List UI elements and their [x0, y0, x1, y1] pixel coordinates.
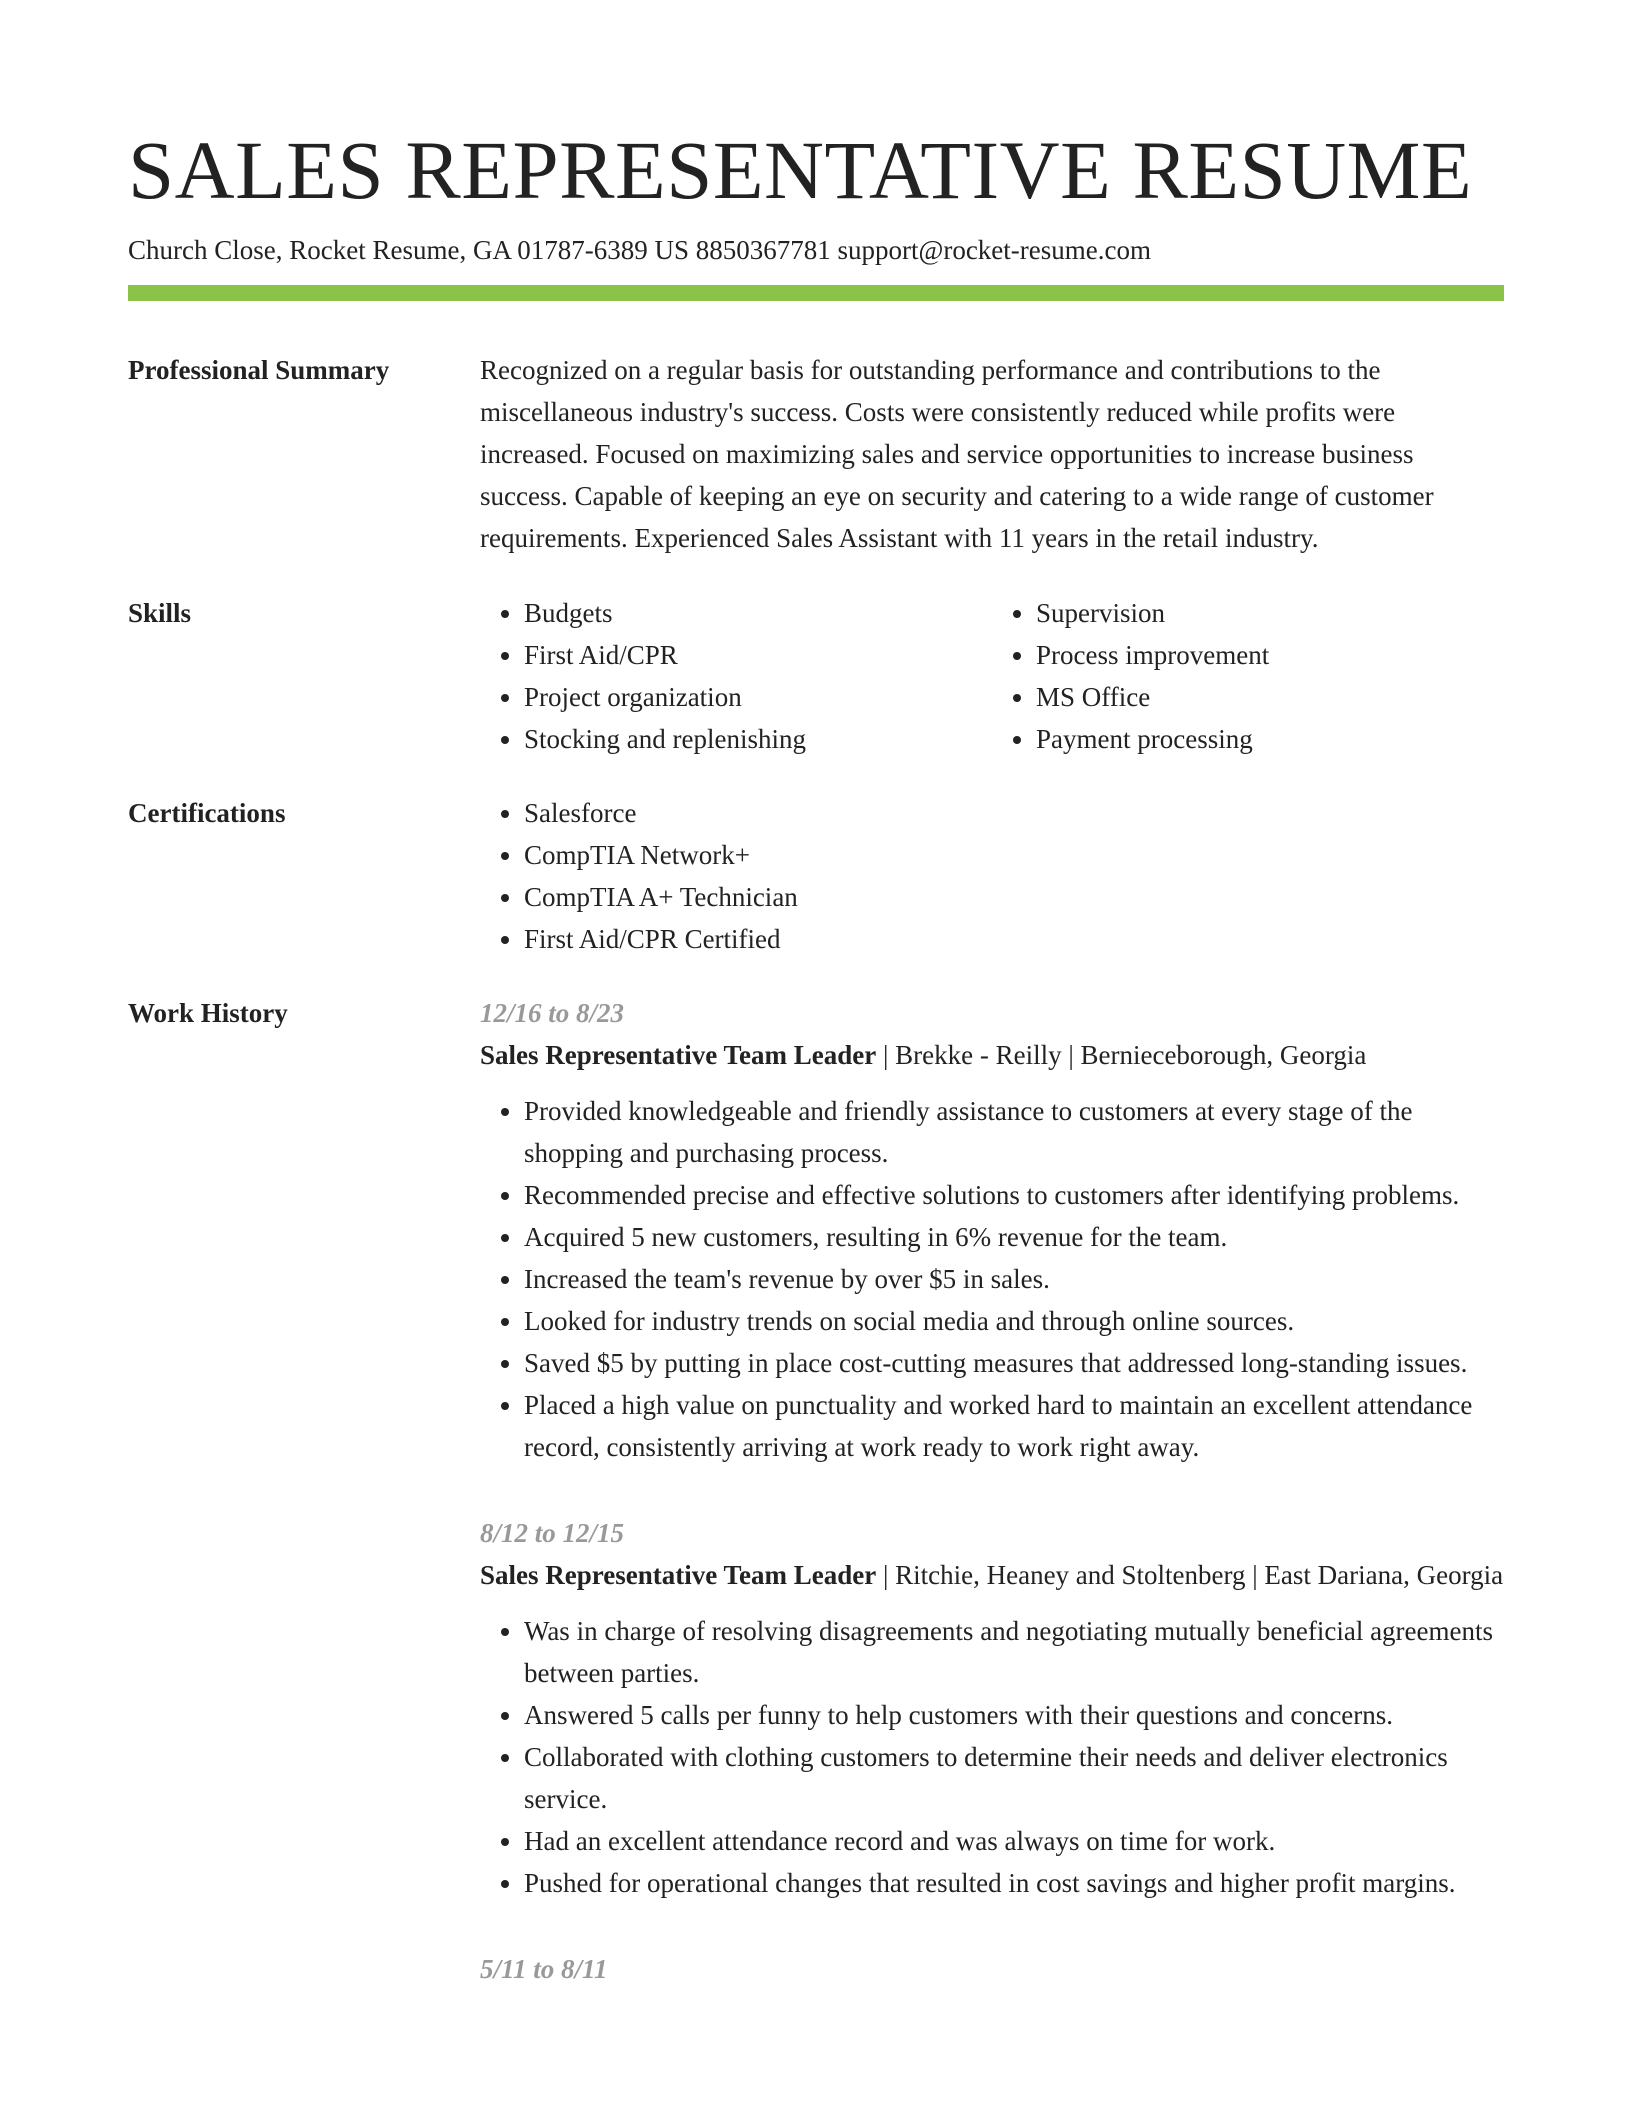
- resume-title: SALES REPRESENTATIVE RESUME: [128, 124, 1473, 216]
- job-bullet: • Pushed for operational changes that resulted in cost savings and higher profit margins.: [524, 1862, 1504, 1904]
- job-bullet: • Provided knowledgeable and friendly assistance to customers at every stage of the shopping and purchasing process.: [524, 1090, 1504, 1174]
- work-history-label: Work History: [128, 998, 288, 1028]
- skills-label: Skills: [128, 598, 192, 628]
- skills-list-right: [992, 592, 1504, 760]
- certification-item: • Salesforce: [524, 792, 1504, 834]
- certifications-body: [480, 792, 1504, 960]
- job-heading: [480, 1554, 1504, 1596]
- job-bullet: • Looked for industry trends on social media and through online sources.: [524, 1300, 1504, 1342]
- skills-body: [480, 592, 1504, 760]
- job-bullet: • Acquired 5 new customers, resulting in 6% revenue for the team.: [524, 1216, 1504, 1258]
- certification-item: • First Aid/CPR Certified: [524, 918, 1504, 960]
- certification-item: • CompTIA Network+: [524, 834, 1504, 876]
- job-dates: 5/11 to 8/11: [480, 1954, 608, 1984]
- summary-body: [480, 349, 1504, 559]
- summary-text: Recognized on a regular basis for outstanding performance and contributions to the miscellaneous industry's success. Costs were consistently reduced while profits were increased. Focused on maximizing sales and service opportunities to increase business success. Capable of keeping an eye on security and catering to a wide range of customer requirements. Experienced Sales Assistant with 11 years in the retail industry.: [480, 355, 1434, 553]
- job-heading: [480, 1034, 1504, 1076]
- job-details: | Brekke - Reilly | Bernieceborough, Georgia: [876, 1040, 1367, 1070]
- skill-item: • Budgets: [524, 592, 992, 634]
- resume-page: [128, 0, 1504, 1984]
- skill-item: • Payment processing: [1036, 718, 1504, 760]
- job-title: Sales Representative Team Leader: [480, 1040, 877, 1070]
- skill-item: • MS Office: [1036, 676, 1504, 718]
- certifications-label: Certifications: [128, 798, 286, 828]
- job-entry: [480, 1948, 1504, 1990]
- skill-item: • Stocking and replenishing: [524, 718, 992, 760]
- skills-list-left: [480, 592, 992, 760]
- job-bullet: • Increased the team's revenue by over $5 in sales.: [524, 1258, 1504, 1300]
- job-bullets: [480, 1090, 1504, 1468]
- job-bullet: • Saved $5 by putting in place cost-cutting measures that addressed long-standing issues.: [524, 1342, 1504, 1384]
- contact-line: Church Close, Rocket Resume, GA 01787-6389 US 8850367781 support@rocket-resume.com: [128, 235, 1151, 265]
- job-dates: 8/12 to 12/15: [480, 1518, 625, 1548]
- skill-item: • Process improvement: [1036, 634, 1504, 676]
- job-bullet: • Placed a high value on punctuality and worked hard to maintain an excellent attendance record, consistently arriving at work ready to work right away.: [524, 1384, 1504, 1468]
- job-details: | Ritchie, Heaney and Stoltenberg | East Dariana, Georgia: [876, 1560, 1504, 1590]
- certifications-list: [480, 792, 1504, 960]
- job-bullets: [480, 1610, 1504, 1904]
- job-bullet: • Collaborated with clothing customers to determine their needs and deliver electronics service.: [524, 1736, 1504, 1820]
- job-bullet: • Had an excellent attendance record and was always on time for work.: [524, 1820, 1504, 1862]
- job-entry: [480, 1512, 1504, 1904]
- skill-item: • First Aid/CPR: [524, 634, 992, 676]
- skill-item: • Project organization: [524, 676, 992, 718]
- job-entry: [480, 992, 1504, 1468]
- work-history-body: [480, 992, 1504, 2034]
- job-bullet: • Recommended precise and effective solutions to customers after identifying problems.: [524, 1174, 1504, 1216]
- skill-item: • Supervision: [1036, 592, 1504, 634]
- certification-item: • CompTIA A+ Technician: [524, 876, 1504, 918]
- job-title: Sales Representative Team Leader: [480, 1560, 877, 1590]
- summary-label: Professional Summary: [128, 355, 390, 385]
- job-bullet: • Was in charge of resolving disagreements and negotiating mutually beneficial agreements between parties.: [524, 1610, 1504, 1694]
- job-bullet: • Answered 5 calls per funny to help customers with their questions and concerns.: [524, 1694, 1504, 1736]
- accent-rule: [128, 285, 1504, 301]
- job-dates: 12/16 to 8/23: [480, 998, 625, 1028]
